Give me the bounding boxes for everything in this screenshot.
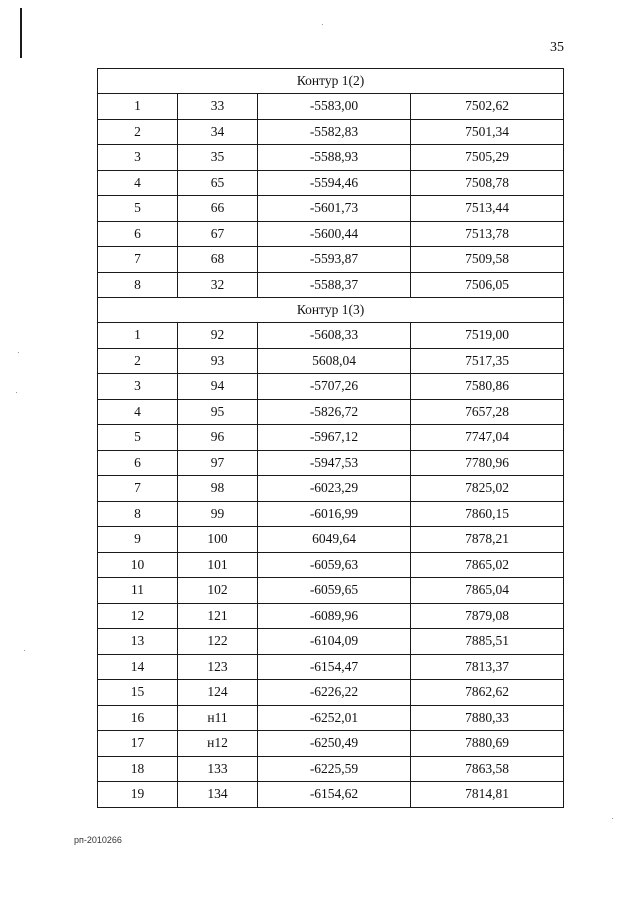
x-coordinate-cell: -5601,73	[258, 196, 411, 222]
x-coordinate-cell: -6023,29	[258, 476, 411, 502]
y-coordinate-cell: 7865,04	[411, 578, 564, 604]
y-coordinate-cell: 7825,02	[411, 476, 564, 502]
point-id-cell: н12	[178, 731, 258, 757]
row-number-cell: 14	[98, 654, 178, 680]
row-number-cell: 8	[98, 501, 178, 527]
x-coordinate-cell: -6250,49	[258, 731, 411, 757]
table-row	[98, 119, 564, 145]
y-coordinate-cell: 7865,02	[411, 552, 564, 578]
row-number-cell: 6	[98, 221, 178, 247]
x-coordinate-cell: -5588,37	[258, 272, 411, 298]
margin-rule	[20, 8, 22, 58]
row-number-cell: 18	[98, 756, 178, 782]
row-number-cell: 12	[98, 603, 178, 629]
point-id-cell: 102	[178, 578, 258, 604]
x-coordinate-cell: -6059,63	[258, 552, 411, 578]
point-id-cell: 123	[178, 654, 258, 680]
table-row	[98, 323, 564, 349]
y-coordinate-cell: 7502,62	[411, 94, 564, 120]
y-coordinate-cell: 7862,62	[411, 680, 564, 706]
table-row	[98, 731, 564, 757]
table-row	[98, 705, 564, 731]
table-row	[98, 221, 564, 247]
row-number-cell: 3	[98, 374, 178, 400]
y-coordinate-cell: 7506,05	[411, 272, 564, 298]
row-number-cell: 8	[98, 272, 178, 298]
table-row	[98, 629, 564, 655]
y-coordinate-cell: 7880,33	[411, 705, 564, 731]
row-number-cell: 15	[98, 680, 178, 706]
y-coordinate-cell: 7508,78	[411, 170, 564, 196]
y-coordinate-cell: 7505,29	[411, 145, 564, 171]
y-coordinate-cell: 7657,28	[411, 399, 564, 425]
scan-speck	[18, 352, 19, 353]
point-id-cell: 67	[178, 221, 258, 247]
row-number-cell: 1	[98, 323, 178, 349]
point-id-cell: 121	[178, 603, 258, 629]
x-coordinate-cell: -6089,96	[258, 603, 411, 629]
y-coordinate-cell: 7747,04	[411, 425, 564, 451]
y-coordinate-cell: 7513,78	[411, 221, 564, 247]
row-number-cell: 11	[98, 578, 178, 604]
row-number-cell: 2	[98, 348, 178, 374]
table-row	[98, 374, 564, 400]
row-number-cell: 10	[98, 552, 178, 578]
table-row	[98, 399, 564, 425]
x-coordinate-cell: -6154,47	[258, 654, 411, 680]
y-coordinate-cell: 7813,37	[411, 654, 564, 680]
point-id-cell: 134	[178, 782, 258, 808]
point-id-cell: 33	[178, 94, 258, 120]
y-coordinate-cell: 7860,15	[411, 501, 564, 527]
row-number-cell: 7	[98, 476, 178, 502]
row-number-cell: 4	[98, 170, 178, 196]
point-id-cell: 65	[178, 170, 258, 196]
table-row	[98, 552, 564, 578]
x-coordinate-cell: -6252,01	[258, 705, 411, 731]
scan-speck	[612, 818, 613, 819]
x-coordinate-cell: 5608,04	[258, 348, 411, 374]
table-row	[98, 348, 564, 374]
point-id-cell: 101	[178, 552, 258, 578]
y-coordinate-cell: 7880,69	[411, 731, 564, 757]
x-coordinate-cell: -6225,59	[258, 756, 411, 782]
row-number-cell: 13	[98, 629, 178, 655]
y-coordinate-cell: 7814,81	[411, 782, 564, 808]
point-id-cell: 35	[178, 145, 258, 171]
x-coordinate-cell: -5947,53	[258, 450, 411, 476]
y-coordinate-cell: 7501,34	[411, 119, 564, 145]
y-coordinate-cell: 7580,86	[411, 374, 564, 400]
point-id-cell: 68	[178, 247, 258, 273]
coordinates-table	[97, 68, 564, 808]
row-number-cell: 2	[98, 119, 178, 145]
x-coordinate-cell: -5588,93	[258, 145, 411, 171]
point-id-cell: н11	[178, 705, 258, 731]
point-id-cell: 34	[178, 119, 258, 145]
point-id-cell: 66	[178, 196, 258, 222]
x-coordinate-cell: 6049,64	[258, 527, 411, 553]
point-id-cell: 95	[178, 399, 258, 425]
point-id-cell: 99	[178, 501, 258, 527]
row-number-cell: 16	[98, 705, 178, 731]
contour-header-row	[98, 298, 564, 323]
contour-header-row	[98, 69, 564, 94]
table-row	[98, 450, 564, 476]
row-number-cell: 5	[98, 425, 178, 451]
table-row	[98, 756, 564, 782]
row-number-cell: 1	[98, 94, 178, 120]
table-row	[98, 782, 564, 808]
point-id-cell: 97	[178, 450, 258, 476]
x-coordinate-cell: -5608,33	[258, 323, 411, 349]
point-id-cell: 100	[178, 527, 258, 553]
point-id-cell: 32	[178, 272, 258, 298]
x-coordinate-cell: -5582,83	[258, 119, 411, 145]
table-row	[98, 196, 564, 222]
y-coordinate-cell: 7780,96	[411, 450, 564, 476]
x-coordinate-cell: -5600,44	[258, 221, 411, 247]
table-row	[98, 247, 564, 273]
contour-title: Контур 1(3)	[98, 298, 564, 323]
row-number-cell: 3	[98, 145, 178, 171]
x-coordinate-cell: -5707,26	[258, 374, 411, 400]
table-row	[98, 425, 564, 451]
point-id-cell: 93	[178, 348, 258, 374]
x-coordinate-cell: -6226,22	[258, 680, 411, 706]
table-row	[98, 145, 564, 171]
table-row	[98, 272, 564, 298]
point-id-cell: 122	[178, 629, 258, 655]
document-code: рп-2010266	[74, 835, 122, 845]
y-coordinate-cell: 7509,58	[411, 247, 564, 273]
contour-title: Контур 1(2)	[98, 69, 564, 94]
row-number-cell: 9	[98, 527, 178, 553]
y-coordinate-cell: 7879,08	[411, 603, 564, 629]
row-number-cell: 4	[98, 399, 178, 425]
table-row	[98, 680, 564, 706]
table-row	[98, 527, 564, 553]
x-coordinate-cell: -5593,87	[258, 247, 411, 273]
y-coordinate-cell: 7517,35	[411, 348, 564, 374]
table-row	[98, 501, 564, 527]
x-coordinate-cell: -5583,00	[258, 94, 411, 120]
point-id-cell: 96	[178, 425, 258, 451]
point-id-cell: 133	[178, 756, 258, 782]
scan-speck	[322, 24, 323, 25]
table-row	[98, 654, 564, 680]
row-number-cell: 6	[98, 450, 178, 476]
scan-speck	[24, 650, 25, 651]
x-coordinate-cell: -6104,09	[258, 629, 411, 655]
page-number: 35	[550, 40, 564, 55]
table-row	[98, 578, 564, 604]
table-row	[98, 94, 564, 120]
point-id-cell: 124	[178, 680, 258, 706]
x-coordinate-cell: -5967,12	[258, 425, 411, 451]
row-number-cell: 17	[98, 731, 178, 757]
x-coordinate-cell: -5594,46	[258, 170, 411, 196]
x-coordinate-cell: -6154,62	[258, 782, 411, 808]
y-coordinate-cell: 7513,44	[411, 196, 564, 222]
y-coordinate-cell: 7878,21	[411, 527, 564, 553]
point-id-cell: 92	[178, 323, 258, 349]
point-id-cell: 94	[178, 374, 258, 400]
table-row	[98, 603, 564, 629]
row-number-cell: 7	[98, 247, 178, 273]
scan-speck	[16, 392, 17, 393]
table-row	[98, 170, 564, 196]
coordinates-table-body	[98, 69, 564, 808]
y-coordinate-cell: 7863,58	[411, 756, 564, 782]
y-coordinate-cell: 7519,00	[411, 323, 564, 349]
point-id-cell: 98	[178, 476, 258, 502]
y-coordinate-cell: 7885,51	[411, 629, 564, 655]
x-coordinate-cell: -6059,65	[258, 578, 411, 604]
table-row	[98, 476, 564, 502]
row-number-cell: 5	[98, 196, 178, 222]
row-number-cell: 19	[98, 782, 178, 808]
x-coordinate-cell: -5826,72	[258, 399, 411, 425]
x-coordinate-cell: -6016,99	[258, 501, 411, 527]
